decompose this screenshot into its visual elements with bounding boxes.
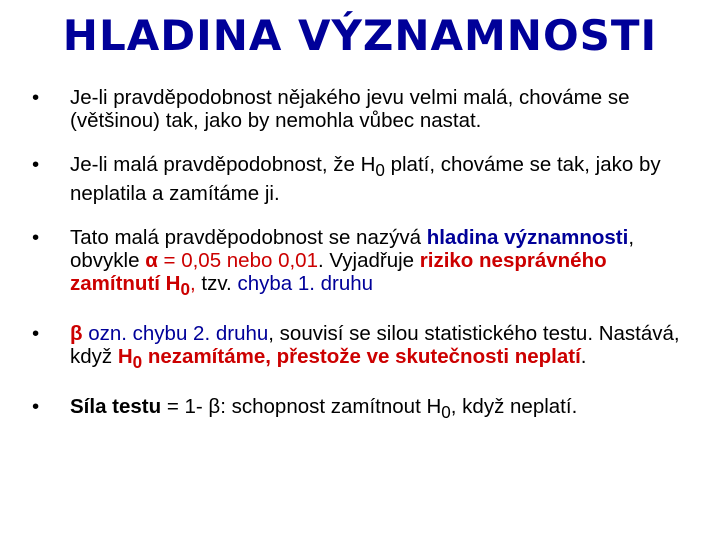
- risk-phrase: riziko nesprávného zamítnutí H: [70, 249, 607, 296]
- bullet-dot: •: [32, 395, 40, 419]
- bullet-item-4: [28, 322, 698, 374]
- bullet-text: Je-li pravděpodobnost nějakého jevu velmi malá, chováme se (většinou) tak, jako by nemohla vůbec nastat.: [70, 86, 630, 132]
- subscript: 0: [441, 403, 451, 423]
- bullet-list: [28, 86, 698, 445]
- bullet-text: .: [580, 345, 587, 369]
- not-rejected-phrase: nezamítáme, přestože ve skutečnosti neplatí: [142, 345, 581, 369]
- bullet-dot: •: [32, 153, 40, 176]
- bullet-text: , obvykle: [70, 226, 635, 273]
- subscript: 0: [132, 353, 143, 373]
- type-1-error: chyba 1. druhu: [231, 272, 374, 296]
- h0-symbol: H: [117, 345, 133, 369]
- bullet-item-1: [28, 86, 698, 132]
- alpha-symbol: α: [145, 249, 158, 273]
- bullet-dot: •: [32, 86, 40, 109]
- bullet-text: tzv.: [195, 272, 232, 296]
- bullet-item-3: [28, 226, 698, 301]
- bullet-dot: •: [32, 322, 40, 346]
- subscript: 0: [375, 161, 385, 181]
- bullet-dot: •: [32, 226, 40, 250]
- bullet-text: = 1- β: schopnost zamítnout H: [161, 395, 442, 419]
- beta-symbol: β: [70, 322, 83, 346]
- bullet-item-2: [28, 153, 698, 205]
- bullet-text: Je-li malá pravděpodobnost, že H: [70, 153, 376, 176]
- bullet-item-5: [28, 395, 698, 424]
- bullet-text: platí, chováme se tak, jako by neplatila a zamítáme ji.: [70, 153, 661, 206]
- alpha-values: = 0,05 nebo 0,01: [157, 249, 318, 273]
- subscript: 0: [180, 280, 190, 300]
- term-sila-testu: Síla testu: [70, 395, 162, 419]
- bullet-text: Tato malá pravděpodobnost se nazývá: [70, 226, 427, 250]
- slide-title: HLADINA VÝZNAMNOSTI: [62, 11, 658, 60]
- bullet-text: , souvisí se silou statistického testu. Nastává, když: [70, 322, 680, 369]
- type-2-error: ozn. chybu 2. druhu: [82, 322, 269, 346]
- bullet-text: , když neplatí.: [450, 395, 578, 419]
- comma: ,: [189, 272, 196, 296]
- term-hladina-vyznamnosti: hladina významnosti: [426, 226, 629, 250]
- bullet-text: . Vyjadřuje: [317, 249, 420, 273]
